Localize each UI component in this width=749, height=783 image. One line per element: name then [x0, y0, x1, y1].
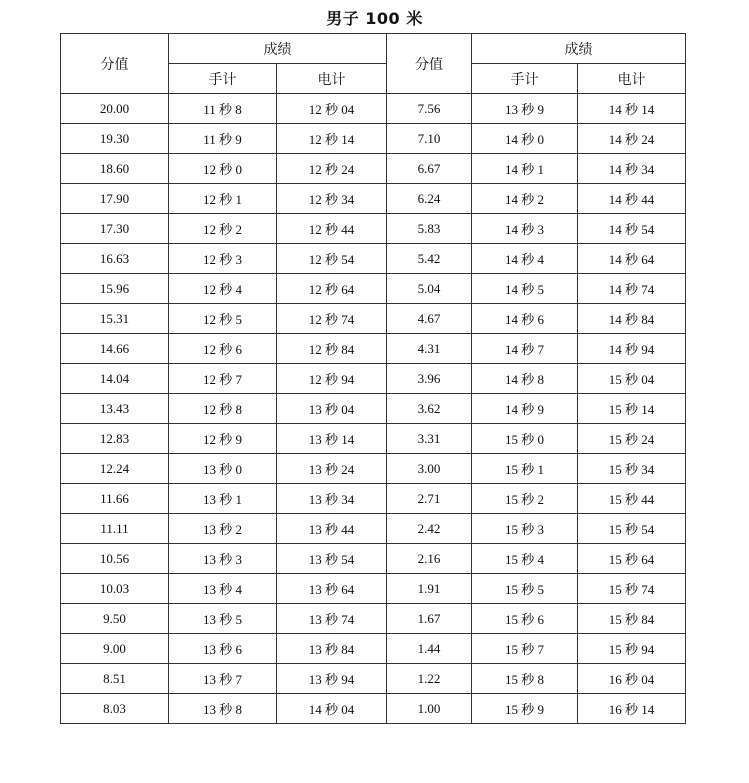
table-row — [61, 94, 686, 124]
cell-hand-left: 11 秒 9 — [169, 124, 277, 154]
cell-score-left: 10.56 — [61, 544, 169, 574]
cell-score-right: 7.56 — [387, 94, 472, 124]
cell-electronic-right: 14 秒 84 — [578, 304, 686, 334]
cell-hand-right: 14 秒 9 — [472, 394, 578, 424]
cell-electronic-left: 13 秒 74 — [277, 604, 387, 634]
cell-hand-right: 15 秒 3 — [472, 514, 578, 544]
cell-score-right: 2.42 — [387, 514, 472, 544]
table-row — [61, 244, 686, 274]
cell-electronic-right: 14 秒 24 — [578, 124, 686, 154]
cell-hand-left: 13 秒 8 — [169, 694, 277, 724]
cell-hand-right: 14 秒 3 — [472, 214, 578, 244]
cell-electronic-right: 15 秒 24 — [578, 424, 686, 454]
cell-hand-right: 14 秒 8 — [472, 364, 578, 394]
cell-hand-right: 15 秒 7 — [472, 634, 578, 664]
cell-hand-left: 13 秒 4 — [169, 574, 277, 604]
table-row — [61, 694, 686, 724]
cell-hand-right: 14 秒 4 — [472, 244, 578, 274]
cell-hand-right: 14 秒 5 — [472, 274, 578, 304]
cell-hand-left: 13 秒 5 — [169, 604, 277, 634]
cell-hand-left: 13 秒 0 — [169, 454, 277, 484]
cell-electronic-left: 13 秒 34 — [277, 484, 387, 514]
table-row — [61, 454, 686, 484]
cell-electronic-left: 12 秒 34 — [277, 184, 387, 214]
cell-hand-left: 13 秒 7 — [169, 664, 277, 694]
cell-electronic-right: 16 秒 14 — [578, 694, 686, 724]
cell-hand-left: 11 秒 8 — [169, 94, 277, 124]
cell-score-right: 1.00 — [387, 694, 472, 724]
cell-score-right: 6.67 — [387, 154, 472, 184]
table-row — [61, 124, 686, 154]
header-hand-left: 手计 — [169, 64, 277, 94]
cell-score-right: 5.83 — [387, 214, 472, 244]
header-row-top — [61, 34, 686, 64]
cell-electronic-left: 13 秒 54 — [277, 544, 387, 574]
cell-hand-right: 14 秒 6 — [472, 304, 578, 334]
cell-score-left: 8.51 — [61, 664, 169, 694]
cell-hand-left: 12 秒 4 — [169, 274, 277, 304]
cell-electronic-left: 13 秒 04 — [277, 394, 387, 424]
table-row — [61, 484, 686, 514]
cell-electronic-right: 15 秒 04 — [578, 364, 686, 394]
cell-hand-right: 15 秒 2 — [472, 484, 578, 514]
cell-score-left: 15.96 — [61, 274, 169, 304]
cell-electronic-right: 15 秒 44 — [578, 484, 686, 514]
cell-score-left: 10.03 — [61, 574, 169, 604]
cell-electronic-right: 14 秒 94 — [578, 334, 686, 364]
table-row — [61, 574, 686, 604]
cell-score-left: 14.04 — [61, 364, 169, 394]
cell-electronic-left: 12 秒 54 — [277, 244, 387, 274]
header-score-right: 分值 — [387, 34, 472, 94]
cell-electronic-right: 15 秒 74 — [578, 574, 686, 604]
cell-hand-left: 12 秒 9 — [169, 424, 277, 454]
score-table — [60, 33, 686, 724]
cell-electronic-left: 13 秒 64 — [277, 574, 387, 604]
cell-hand-left: 12 秒 2 — [169, 214, 277, 244]
header-electronic-right: 电计 — [578, 64, 686, 94]
cell-score-right: 3.31 — [387, 424, 472, 454]
header-result-left: 成绩 — [169, 34, 387, 64]
table-row — [61, 604, 686, 634]
cell-hand-left: 12 秒 6 — [169, 334, 277, 364]
cell-hand-right: 14 秒 7 — [472, 334, 578, 364]
table-row — [61, 394, 686, 424]
cell-hand-left: 13 秒 1 — [169, 484, 277, 514]
cell-hand-right: 15 秒 0 — [472, 424, 578, 454]
cell-electronic-left: 12 秒 74 — [277, 304, 387, 334]
table-row — [61, 274, 686, 304]
cell-hand-right: 15 秒 4 — [472, 544, 578, 574]
cell-hand-left: 13 秒 6 — [169, 634, 277, 664]
cell-electronic-left: 13 秒 24 — [277, 454, 387, 484]
cell-hand-left: 12 秒 5 — [169, 304, 277, 334]
cell-score-right: 1.67 — [387, 604, 472, 634]
cell-score-right: 2.16 — [387, 544, 472, 574]
cell-electronic-left: 12 秒 24 — [277, 154, 387, 184]
cell-hand-right: 14 秒 1 — [472, 154, 578, 184]
cell-hand-left: 12 秒 1 — [169, 184, 277, 214]
cell-score-right: 6.24 — [387, 184, 472, 214]
cell-score-left: 11.66 — [61, 484, 169, 514]
cell-electronic-left: 12 秒 94 — [277, 364, 387, 394]
cell-score-right: 1.22 — [387, 664, 472, 694]
cell-hand-left: 13 秒 2 — [169, 514, 277, 544]
cell-electronic-right: 15 秒 64 — [578, 544, 686, 574]
cell-electronic-right: 16 秒 04 — [578, 664, 686, 694]
cell-score-right: 7.10 — [387, 124, 472, 154]
cell-electronic-right: 14 秒 34 — [578, 154, 686, 184]
cell-score-right: 2.71 — [387, 484, 472, 514]
cell-score-right: 4.67 — [387, 304, 472, 334]
cell-electronic-left: 12 秒 14 — [277, 124, 387, 154]
cell-hand-left: 12 秒 7 — [169, 364, 277, 394]
cell-score-left: 9.50 — [61, 604, 169, 634]
cell-electronic-right: 15 秒 84 — [578, 604, 686, 634]
cell-electronic-left: 14 秒 04 — [277, 694, 387, 724]
cell-score-left: 9.00 — [61, 634, 169, 664]
cell-score-right: 3.96 — [387, 364, 472, 394]
header-electronic-left: 电计 — [277, 64, 387, 94]
cell-electronic-left: 13 秒 84 — [277, 634, 387, 664]
cell-hand-left: 12 秒 0 — [169, 154, 277, 184]
table-row — [61, 154, 686, 184]
cell-electronic-right: 15 秒 54 — [578, 514, 686, 544]
cell-score-left: 15.31 — [61, 304, 169, 334]
cell-electronic-right: 15 秒 94 — [578, 634, 686, 664]
cell-hand-right: 14 秒 2 — [472, 184, 578, 214]
cell-electronic-left: 13 秒 44 — [277, 514, 387, 544]
cell-score-left: 19.30 — [61, 124, 169, 154]
cell-hand-left: 13 秒 3 — [169, 544, 277, 574]
cell-score-left: 16.63 — [61, 244, 169, 274]
table-row — [61, 634, 686, 664]
cell-electronic-left: 12 秒 44 — [277, 214, 387, 244]
cell-hand-right: 14 秒 0 — [472, 124, 578, 154]
cell-score-left: 13.43 — [61, 394, 169, 424]
cell-electronic-right: 14 秒 74 — [578, 274, 686, 304]
cell-score-left: 17.30 — [61, 214, 169, 244]
page-title: 男子 100 米 — [326, 9, 423, 28]
cell-score-left: 12.83 — [61, 424, 169, 454]
cell-score-left: 11.11 — [61, 514, 169, 544]
table-row — [61, 364, 686, 394]
cell-hand-right: 15 秒 6 — [472, 604, 578, 634]
table-body — [61, 94, 686, 724]
header-score-left: 分值 — [61, 34, 169, 94]
cell-score-right: 3.62 — [387, 394, 472, 424]
cell-electronic-left: 12 秒 04 — [277, 94, 387, 124]
cell-electronic-left: 13 秒 14 — [277, 424, 387, 454]
cell-hand-right: 15 秒 5 — [472, 574, 578, 604]
table-row — [61, 424, 686, 454]
header-hand-right: 手计 — [472, 64, 578, 94]
cell-score-right: 1.44 — [387, 634, 472, 664]
cell-score-right: 4.31 — [387, 334, 472, 364]
cell-score-left: 17.90 — [61, 184, 169, 214]
cell-hand-right: 15 秒 8 — [472, 664, 578, 694]
table-row — [61, 514, 686, 544]
header-result-right: 成绩 — [472, 34, 686, 64]
table-row — [61, 304, 686, 334]
cell-hand-right: 13 秒 9 — [472, 94, 578, 124]
cell-electronic-right: 14 秒 14 — [578, 94, 686, 124]
table-row — [61, 664, 686, 694]
cell-electronic-right: 14 秒 64 — [578, 244, 686, 274]
cell-electronic-right: 15 秒 34 — [578, 454, 686, 484]
cell-hand-left: 12 秒 3 — [169, 244, 277, 274]
table-row — [61, 214, 686, 244]
cell-electronic-left: 12 秒 84 — [277, 334, 387, 364]
cell-score-left: 14.66 — [61, 334, 169, 364]
cell-score-left: 12.24 — [61, 454, 169, 484]
cell-electronic-right: 14 秒 54 — [578, 214, 686, 244]
cell-score-right: 5.04 — [387, 274, 472, 304]
cell-score-right: 3.00 — [387, 454, 472, 484]
table-row — [61, 334, 686, 364]
cell-score-right: 5.42 — [387, 244, 472, 274]
cell-hand-right: 15 秒 1 — [472, 454, 578, 484]
cell-electronic-left: 13 秒 94 — [277, 664, 387, 694]
cell-score-left: 20.00 — [61, 94, 169, 124]
cell-score-right: 1.91 — [387, 574, 472, 604]
cell-score-left: 18.60 — [61, 154, 169, 184]
cell-score-left: 8.03 — [61, 694, 169, 724]
cell-hand-left: 12 秒 8 — [169, 394, 277, 424]
cell-hand-right: 15 秒 9 — [472, 694, 578, 724]
table-row — [61, 544, 686, 574]
cell-electronic-left: 12 秒 64 — [277, 274, 387, 304]
cell-electronic-right: 15 秒 14 — [578, 394, 686, 424]
table-row — [61, 184, 686, 214]
cell-electronic-right: 14 秒 44 — [578, 184, 686, 214]
